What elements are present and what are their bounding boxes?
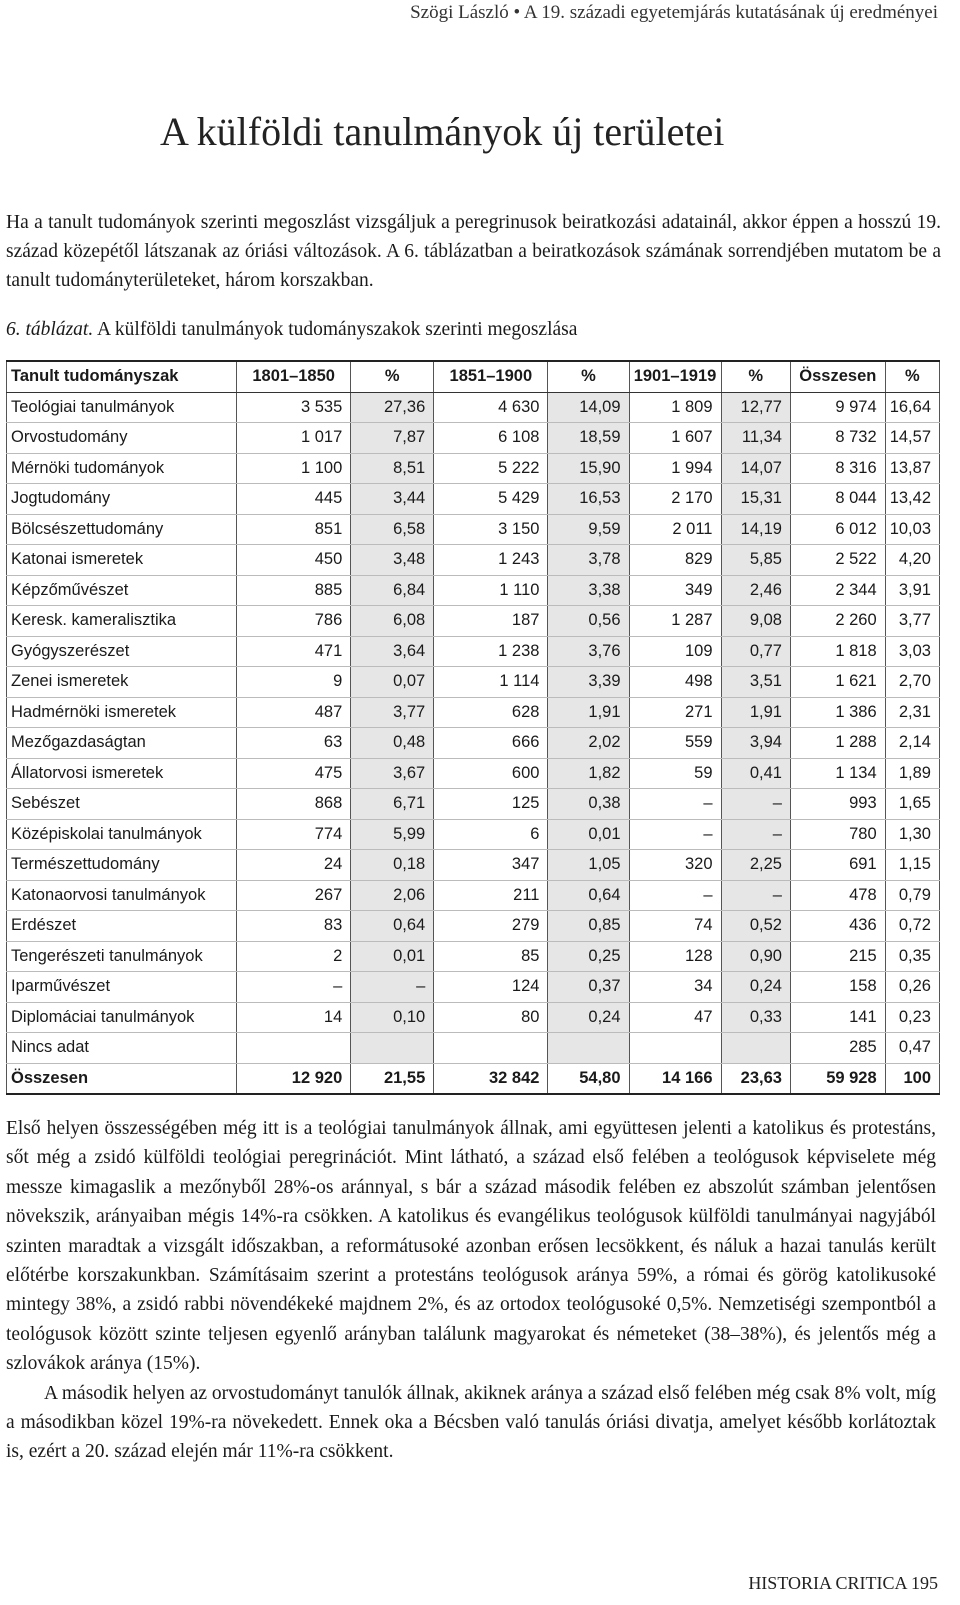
- page-number: 195: [911, 1573, 938, 1593]
- value-cell: 211: [434, 880, 548, 911]
- value-cell: 487: [237, 697, 351, 728]
- value-cell: 2 011: [629, 514, 721, 545]
- value-cell: 59 928: [790, 1063, 885, 1094]
- value-cell: 2 170: [629, 484, 721, 515]
- value-cell: 1 017: [237, 423, 351, 454]
- value-cell: 3,44: [351, 484, 434, 515]
- row-label-cell: Képzőművészet: [7, 575, 237, 606]
- value-cell: [351, 1033, 434, 1064]
- value-cell: 23,63: [721, 1063, 790, 1094]
- running-head: Szögi László • A 19. századi egyetemjárás kutatásának új eredményei: [410, 2, 938, 23]
- value-cell: 3,48: [351, 545, 434, 576]
- row-label-cell: Teológiai tanulmányok: [7, 392, 237, 423]
- value-cell: 6,71: [351, 789, 434, 820]
- value-cell: 0,90: [721, 941, 790, 972]
- header-cell: 1851–1900: [434, 361, 548, 392]
- value-cell: 2: [237, 941, 351, 972]
- row-label-cell: Zenei ismeretek: [7, 667, 237, 698]
- value-cell: 0,26: [885, 972, 939, 1003]
- table-row: [7, 667, 940, 698]
- value-cell: 9: [237, 667, 351, 698]
- value-cell: 158: [790, 972, 885, 1003]
- value-cell: [721, 1033, 790, 1064]
- table-row: [7, 758, 940, 789]
- value-cell: 1 621: [790, 667, 885, 698]
- value-cell: 0,52: [721, 911, 790, 942]
- value-cell: 8 316: [790, 453, 885, 484]
- value-cell: –: [721, 880, 790, 911]
- value-cell: 1 607: [629, 423, 721, 454]
- value-cell: 0,25: [548, 941, 629, 972]
- page-footer: [748, 1573, 938, 1594]
- value-cell: 9 974: [790, 392, 885, 423]
- table-row: [7, 1002, 940, 1033]
- value-cell: 15,31: [721, 484, 790, 515]
- value-cell: 498: [629, 667, 721, 698]
- value-cell: 11,34: [721, 423, 790, 454]
- row-label-cell: Erdészet: [7, 911, 237, 942]
- value-cell: 14,07: [721, 453, 790, 484]
- value-cell: [237, 1033, 351, 1064]
- value-cell: –: [629, 819, 721, 850]
- row-label-cell: Természettudomány: [7, 850, 237, 881]
- value-cell: 1 386: [790, 697, 885, 728]
- value-cell: 12 920: [237, 1063, 351, 1094]
- value-cell: 5 222: [434, 453, 548, 484]
- table-row: [7, 911, 940, 942]
- value-cell: 80: [434, 1002, 548, 1033]
- value-cell: 8,51: [351, 453, 434, 484]
- header-cell: %: [548, 361, 629, 392]
- value-cell: 475: [237, 758, 351, 789]
- value-cell: 47: [629, 1002, 721, 1033]
- value-cell: 471: [237, 636, 351, 667]
- value-cell: 0,38: [548, 789, 629, 820]
- value-cell: 1 818: [790, 636, 885, 667]
- row-label-cell: Sebészet: [7, 789, 237, 820]
- row-label-cell: Nincs adat: [7, 1033, 237, 1064]
- value-cell: 868: [237, 789, 351, 820]
- value-cell: 0,64: [548, 880, 629, 911]
- value-cell: –: [721, 819, 790, 850]
- value-cell: 0,41: [721, 758, 790, 789]
- value-cell: 187: [434, 606, 548, 637]
- value-cell: [548, 1033, 629, 1064]
- value-cell: 3,03: [885, 636, 939, 667]
- value-cell: 1,05: [548, 850, 629, 881]
- value-cell: 0,47: [885, 1033, 939, 1064]
- value-cell: 10,03: [885, 514, 939, 545]
- value-cell: 3,38: [548, 575, 629, 606]
- value-cell: 0,33: [721, 1002, 790, 1033]
- table-row: [7, 697, 940, 728]
- value-cell: 0,64: [351, 911, 434, 942]
- value-cell: 1 994: [629, 453, 721, 484]
- table-row: [7, 514, 940, 545]
- value-cell: 271: [629, 697, 721, 728]
- row-label-cell: Bölcsészettudomány: [7, 514, 237, 545]
- row-label-cell: Gyógyszerészet: [7, 636, 237, 667]
- value-cell: 16,53: [548, 484, 629, 515]
- value-cell: 3,64: [351, 636, 434, 667]
- value-cell: 18,59: [548, 423, 629, 454]
- value-cell: 3,51: [721, 667, 790, 698]
- value-cell: 478: [790, 880, 885, 911]
- value-cell: 1,91: [548, 697, 629, 728]
- value-cell: 141: [790, 1002, 885, 1033]
- value-cell: 8 044: [790, 484, 885, 515]
- table-row: [7, 972, 940, 1003]
- value-cell: 2,25: [721, 850, 790, 881]
- table-row: [7, 484, 940, 515]
- section-title: A külföldi tanulmányok új területei: [160, 109, 725, 154]
- value-cell: 3,39: [548, 667, 629, 698]
- value-cell: 1 243: [434, 545, 548, 576]
- value-cell: 9,59: [548, 514, 629, 545]
- value-cell: 0,07: [351, 667, 434, 698]
- value-cell: 6,08: [351, 606, 434, 637]
- table-row: [7, 392, 940, 423]
- value-cell: 691: [790, 850, 885, 881]
- value-cell: 14: [237, 1002, 351, 1033]
- value-cell: 1,89: [885, 758, 939, 789]
- value-cell: 12,77: [721, 392, 790, 423]
- value-cell: 21,55: [351, 1063, 434, 1094]
- row-label-cell: Tengerészeti tanulmányok: [7, 941, 237, 972]
- value-cell: 0,23: [885, 1002, 939, 1033]
- body-paragraph-1: Első helyen összességében még itt is a teológiai tanulmányok állnak, ami együttesen jelenti a katolikus és protestáns, sőt még a zsidó külföldi teológiai peregrinációt. Mint látható, a század első felében a teológusok képviselete még messze kimagaslik a mezőnyből 28%-os aránnyal, s bár a század második felében ez abszolút számban jelentősen növekszik, arányaiban mégis 14%-ra csökken. A katolikus és evangélikus teológusok külföldi tanulmányai nagyjából szinten maradtak a vizsgált időszakban, a reformátusoké azonban erősen lecsökkent, és náluk a hazai tanulás került előtérbe korszakunkban. Számításaim szerint a protestáns teológusok aránya 59%, a római és görög katolikusoké mintegy 38%, a zsidó rabbi növendékeké majdnem 2%, és az ortodox teológusoké 0,5%. Nemzetiségi szempontból a teológusok között szinte teljesen egyenlő arányban találunk magyarokat és németeket (38–38%), és jelentős még a szlovákok aránya (15%).: [6, 1118, 936, 1375]
- value-cell: 1,30: [885, 819, 939, 850]
- value-cell: 1 238: [434, 636, 548, 667]
- value-cell: 0,48: [351, 728, 434, 759]
- table-row: [7, 728, 940, 759]
- value-cell: 2,70: [885, 667, 939, 698]
- value-cell: 0,56: [548, 606, 629, 637]
- value-cell: 54,80: [548, 1063, 629, 1094]
- value-cell: 59: [629, 758, 721, 789]
- table-caption-text: A külföldi tanulmányok tudományszakok szerinti megoszlása: [97, 319, 578, 340]
- value-cell: 4,20: [885, 545, 939, 576]
- row-label-cell: Középiskolai tanulmányok: [7, 819, 237, 850]
- value-cell: 2,02: [548, 728, 629, 759]
- value-cell: 2,14: [885, 728, 939, 759]
- table-body: [7, 392, 940, 1094]
- value-cell: 100: [885, 1063, 939, 1094]
- value-cell: 279: [434, 911, 548, 942]
- header-cell: %: [721, 361, 790, 392]
- header-cell: Tanult tudományszak: [7, 361, 237, 392]
- value-cell: 885: [237, 575, 351, 606]
- value-cell: 124: [434, 972, 548, 1003]
- value-cell: 320: [629, 850, 721, 881]
- table-row: [7, 850, 940, 881]
- table-row: [7, 819, 940, 850]
- value-cell: 6 108: [434, 423, 548, 454]
- value-cell: 6,84: [351, 575, 434, 606]
- value-cell: 0,85: [548, 911, 629, 942]
- table-row: [7, 423, 940, 454]
- value-cell: 2 522: [790, 545, 885, 576]
- row-label-cell: Iparművészet: [7, 972, 237, 1003]
- value-cell: 32 842: [434, 1063, 548, 1094]
- value-cell: 445: [237, 484, 351, 515]
- value-cell: 3,78: [548, 545, 629, 576]
- value-cell: 83: [237, 911, 351, 942]
- header-cell: Összesen: [790, 361, 885, 392]
- value-cell: 993: [790, 789, 885, 820]
- header-cell: %: [885, 361, 939, 392]
- table-row: [7, 789, 940, 820]
- value-cell: 24: [237, 850, 351, 881]
- value-cell: 0,77: [721, 636, 790, 667]
- value-cell: 0,24: [721, 972, 790, 1003]
- value-cell: 1,15: [885, 850, 939, 881]
- value-cell: 1 134: [790, 758, 885, 789]
- value-cell: 600: [434, 758, 548, 789]
- value-cell: 774: [237, 819, 351, 850]
- row-label-cell: Keresk. kameralisztika: [7, 606, 237, 637]
- value-cell: 9,08: [721, 606, 790, 637]
- row-label-cell: Mérnöki tudományok: [7, 453, 237, 484]
- table-row: [7, 636, 940, 667]
- value-cell: [629, 1033, 721, 1064]
- value-cell: 0,37: [548, 972, 629, 1003]
- value-cell: 4 630: [434, 392, 548, 423]
- table-row: [7, 453, 940, 484]
- value-cell: 780: [790, 819, 885, 850]
- value-cell: 347: [434, 850, 548, 881]
- value-cell: 3,94: [721, 728, 790, 759]
- value-cell: 2,31: [885, 697, 939, 728]
- value-cell: 349: [629, 575, 721, 606]
- value-cell: 8 732: [790, 423, 885, 454]
- value-cell: 0,01: [548, 819, 629, 850]
- value-cell: 13,42: [885, 484, 939, 515]
- value-cell: 628: [434, 697, 548, 728]
- value-cell: 3,91: [885, 575, 939, 606]
- value-cell: 14,09: [548, 392, 629, 423]
- field-distribution-table: [6, 360, 940, 1095]
- table-total-row: [7, 1063, 940, 1094]
- value-cell: 450: [237, 545, 351, 576]
- intro-paragraph: Ha a tanult tudományok szerinti megoszlást vizsgáljuk a peregrinusok beiratkozási adatainál, akkor éppen a hosszú 19. század közepétől látszanak az óriási változások. A 6. táblázatban a beiratkozások számának sorrendjében mutatom be a tanult tudományterületeket, három korszakban.: [6, 212, 941, 291]
- value-cell: 559: [629, 728, 721, 759]
- table-row: [7, 1033, 940, 1064]
- value-cell: 14,57: [885, 423, 939, 454]
- value-cell: –: [237, 972, 351, 1003]
- value-cell: 27,36: [351, 392, 434, 423]
- value-cell: 6: [434, 819, 548, 850]
- value-cell: 16,64: [885, 392, 939, 423]
- row-label-cell: Jogtudomány: [7, 484, 237, 515]
- value-cell: 85: [434, 941, 548, 972]
- value-cell: 829: [629, 545, 721, 576]
- value-cell: 5,85: [721, 545, 790, 576]
- value-cell: 0,79: [885, 880, 939, 911]
- value-cell: 5 429: [434, 484, 548, 515]
- value-cell: 128: [629, 941, 721, 972]
- value-cell: 3 150: [434, 514, 548, 545]
- value-cell: 14 166: [629, 1063, 721, 1094]
- body-text: [6, 1114, 936, 1467]
- value-cell: 1 287: [629, 606, 721, 637]
- row-label-cell: Állatorvosi ismeretek: [7, 758, 237, 789]
- value-cell: 3,77: [885, 606, 939, 637]
- value-cell: 436: [790, 911, 885, 942]
- value-cell: 6 012: [790, 514, 885, 545]
- table-row: [7, 880, 940, 911]
- value-cell: 5,99: [351, 819, 434, 850]
- table-row: [7, 545, 940, 576]
- value-cell: 15,90: [548, 453, 629, 484]
- table-header-row: [7, 361, 940, 392]
- value-cell: 0,24: [548, 1002, 629, 1033]
- value-cell: 1 809: [629, 392, 721, 423]
- value-cell: –: [721, 789, 790, 820]
- row-label-cell: Katonai ismeretek: [7, 545, 237, 576]
- header-cell: %: [351, 361, 434, 392]
- value-cell: 2 260: [790, 606, 885, 637]
- value-cell: 215: [790, 941, 885, 972]
- value-cell: 1 110: [434, 575, 548, 606]
- row-label-cell: Hadmérnöki ismeretek: [7, 697, 237, 728]
- value-cell: 285: [790, 1033, 885, 1064]
- table-row: [7, 606, 940, 637]
- value-cell: 14,19: [721, 514, 790, 545]
- table-row: [7, 941, 940, 972]
- value-cell: 3,76: [548, 636, 629, 667]
- value-cell: 34: [629, 972, 721, 1003]
- journal-name: HISTORIA CRITICA: [748, 1573, 907, 1593]
- value-cell: 3,77: [351, 697, 434, 728]
- value-cell: –: [351, 972, 434, 1003]
- value-cell: 1,91: [721, 697, 790, 728]
- value-cell: 0,01: [351, 941, 434, 972]
- value-cell: 1,82: [548, 758, 629, 789]
- value-cell: 7,87: [351, 423, 434, 454]
- value-cell: 2,06: [351, 880, 434, 911]
- row-label-cell: Katonaorvosi tanulmányok: [7, 880, 237, 911]
- value-cell: 3,67: [351, 758, 434, 789]
- value-cell: 0,35: [885, 941, 939, 972]
- row-label-cell: Diplomáciai tanulmányok: [7, 1002, 237, 1033]
- value-cell: 109: [629, 636, 721, 667]
- value-cell: 3 535: [237, 392, 351, 423]
- value-cell: [434, 1033, 548, 1064]
- row-label-cell: Összesen: [7, 1063, 237, 1094]
- value-cell: 666: [434, 728, 548, 759]
- value-cell: 2 344: [790, 575, 885, 606]
- value-cell: 0,72: [885, 911, 939, 942]
- value-cell: 13,87: [885, 453, 939, 484]
- value-cell: 1 288: [790, 728, 885, 759]
- table-row: [7, 575, 940, 606]
- value-cell: 0,18: [351, 850, 434, 881]
- table-caption: [6, 319, 577, 341]
- value-cell: 2,46: [721, 575, 790, 606]
- value-cell: 0,10: [351, 1002, 434, 1033]
- header-cell: 1901–1919: [629, 361, 721, 392]
- value-cell: 6,58: [351, 514, 434, 545]
- value-cell: 125: [434, 789, 548, 820]
- value-cell: 63: [237, 728, 351, 759]
- value-cell: 1,65: [885, 789, 939, 820]
- value-cell: 786: [237, 606, 351, 637]
- row-label-cell: Orvostudomány: [7, 423, 237, 454]
- value-cell: 74: [629, 911, 721, 942]
- body-paragraph-2: A második helyen az orvostudományt tanulók állnak, akiknek aránya a század első felében még csak 8% volt, míg a másodikban közel 19%-ra növekedett. Ennek oka a Bécsben való tanulás óriási divatja, amelyet később korlátoztak is, ezért a 20. század elején már 11%-ra csökkent.: [6, 1382, 936, 1463]
- value-cell: 267: [237, 880, 351, 911]
- row-label-cell: Mezőgazdaságtan: [7, 728, 237, 759]
- value-cell: –: [629, 789, 721, 820]
- value-cell: –: [629, 880, 721, 911]
- header-cell: 1801–1850: [237, 361, 351, 392]
- value-cell: 1 100: [237, 453, 351, 484]
- value-cell: 851: [237, 514, 351, 545]
- table-caption-label: 6. táblázat.: [6, 319, 94, 340]
- value-cell: 1 114: [434, 667, 548, 698]
